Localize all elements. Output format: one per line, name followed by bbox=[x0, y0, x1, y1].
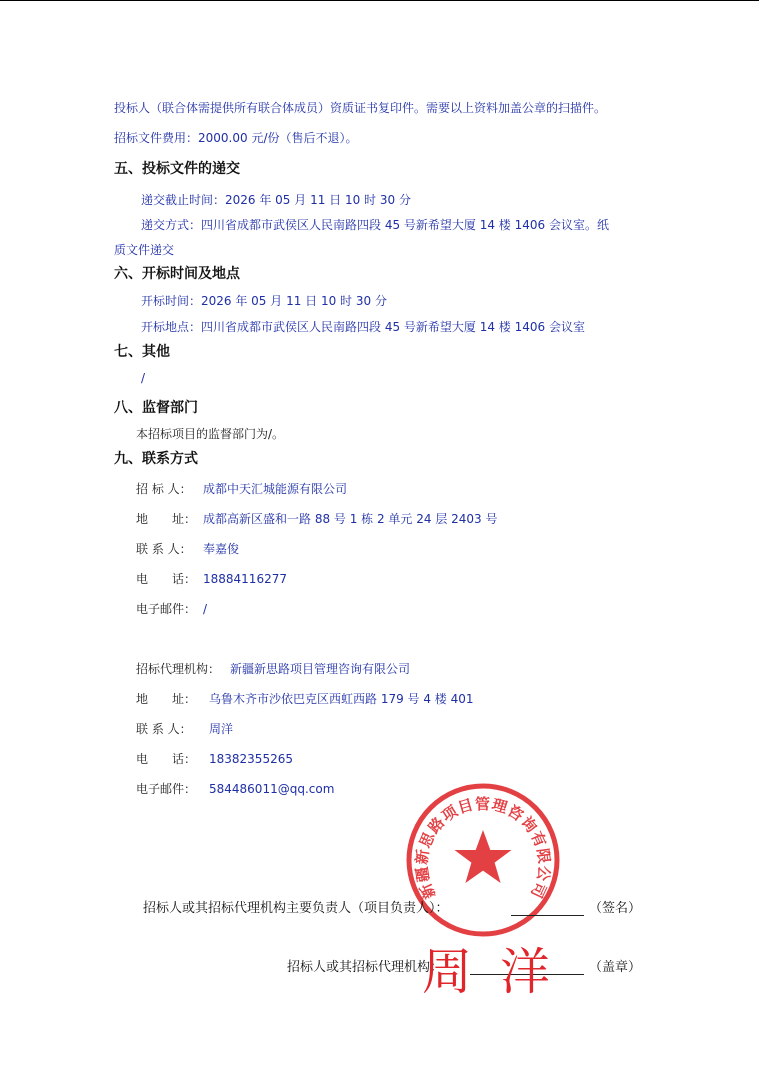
section-6-title: 六、开标时间及地点 bbox=[114, 266, 240, 282]
section-5-title: 五、投标文件的递交 bbox=[114, 161, 240, 177]
tenderer-phone: 18884116277 bbox=[203, 572, 287, 586]
agency-address-label: 地 址： bbox=[136, 692, 197, 706]
agency-email-label: 电子邮件： bbox=[136, 782, 197, 796]
signature-line-1-label: 招标人或其招标代理机构主要负责人（项目负责人）： bbox=[143, 901, 449, 916]
handwritten-signature-text: 周洋 bbox=[422, 943, 578, 1001]
agency-contact: 周洋 bbox=[209, 722, 234, 736]
tenderer-email-label: 电子邮件： bbox=[136, 602, 197, 616]
method-text-2: 质文件递交 bbox=[114, 243, 175, 257]
section-9-title: 九、联系方式 bbox=[114, 451, 198, 467]
other-text: / bbox=[141, 371, 146, 385]
seal-text: 新疆新思路项目管理咨询有限公司 bbox=[412, 794, 554, 902]
tenderer-contact-label: 联 系 人： bbox=[136, 542, 192, 556]
seal-star-icon bbox=[455, 830, 512, 883]
signature-line-2-label: 招标人或其招标代理机构： bbox=[287, 960, 444, 975]
tenderer-name: 成都中天汇城能源有限公司 bbox=[203, 482, 348, 496]
agency-address: 乌鲁木齐市沙依巴克区西虹西路 179 号 4 楼 401 bbox=[209, 692, 474, 706]
tenderer-contact: 奉嘉俊 bbox=[203, 542, 240, 556]
deadline-text: 递交截止时间：2026 年 05 月 11 日 10 时 30 分 bbox=[141, 193, 411, 207]
tenderer-phone-label: 电 话： bbox=[136, 572, 197, 586]
page-top-border bbox=[0, 0, 759, 1]
signature-line-1-suffix: （签名） bbox=[589, 901, 642, 916]
agency-phone-label: 电 话： bbox=[136, 752, 197, 766]
qualification-text: 投标人（联合体需提供所有联合体成员）资质证书复印件。需要以上资料加盖公章的扫描件。 bbox=[114, 101, 607, 115]
tenderer-name-label: 招 标 人： bbox=[136, 482, 192, 496]
fee-text: 招标文件费用：2000.00 元/份（售后不退）。 bbox=[114, 131, 358, 145]
agency-email: 584486011@qq.com bbox=[209, 782, 335, 796]
open-time-text: 开标时间：2026 年 05 月 11 日 10 时 30 分 bbox=[141, 294, 387, 308]
signature-line-1-blank bbox=[511, 915, 584, 916]
tenderer-email: / bbox=[203, 602, 208, 616]
section-8-title: 八、监督部门 bbox=[114, 400, 198, 416]
handwritten-signature bbox=[420, 935, 578, 1001]
agency-contact-label: 联 系 人： bbox=[136, 722, 192, 736]
section-7-title: 七、其他 bbox=[114, 344, 170, 360]
agency-name-label: 招标代理机构： bbox=[136, 662, 221, 676]
supervision-text: 本招标项目的监督部门为/。 bbox=[136, 427, 285, 441]
agency-phone: 18382355265 bbox=[209, 752, 293, 766]
method-text-1: 递交方式：四川省成都市武侯区人民南路四段 45 号新希望大厦 14 楼 1406 会议室。纸 bbox=[141, 218, 609, 232]
signature-line-2-suffix: （盖章） bbox=[589, 960, 642, 975]
agency-name: 新疆新思路项目管理咨询有限公司 bbox=[230, 662, 411, 676]
open-place-text: 开标地点：四川省成都市武侯区人民南路四段 45 号新希望大厦 14 楼 1406 会议室 bbox=[141, 320, 585, 334]
tenderer-address: 成都高新区盛和一路 88 号 1 栋 2 单元 24 层 2403 号 bbox=[203, 512, 498, 526]
tenderer-address-label: 地 址： bbox=[136, 512, 197, 526]
